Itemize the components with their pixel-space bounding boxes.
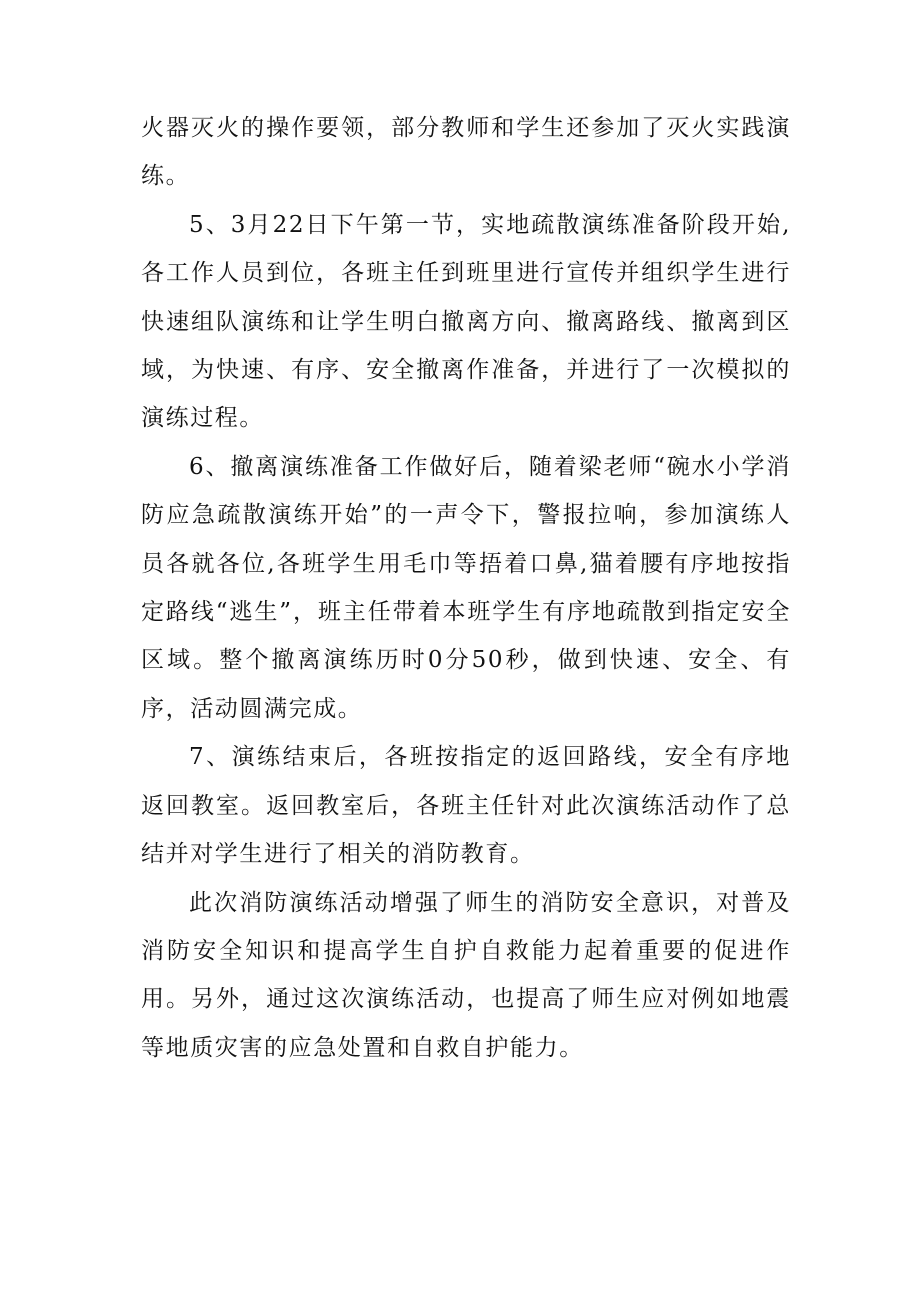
paragraph-item-6: 6、撤离演练准备工作做好后，随着梁老师“碗水小学消防应急疏散演练开始”的一声令下，警报拉响，参加演练人员各就各位,各班学生用毛巾等捂着口鼻,猫着腰有序地按指定路线“逃生”，班主任带着本班学生有序地疏散到指定安全区域。整个撤离演练历时0分50秒，做到快速、安全、有序，活动圆满完成。 [141, 453, 791, 722]
paragraph-item-7: 7、演练结束后，各班按指定的返回路线，安全有序地返回教室。返回教室后，各班主任针对此次演练活动作了总结并对学生进行了相关的消防教育。 [141, 744, 791, 868]
paragraph-item-5: 5、3月22日下午第一节，实地疏散演练准备阶段开始,各工作人员到位，各班主任到班里进行宣传并组织学生进行快速组队演练和让学生明白撤离方向、撤离路线、撤离到区域，为快速、有序、安全撤离作准备，并进行了一次模拟的演练过程。 [141, 211, 791, 432]
paragraph-summary: 此次消防演练活动增强了师生的消防安全意识，对普及消防安全知识和提高学生自护自救能力起着重要的促进作用。另外，通过这次演练活动，也提高了师生应对例如地震等地质灾害的应急处置和自救自护能力。 [141, 889, 791, 1061]
document-body [141, 104, 791, 1072]
paragraph-continuation: 火器灭火的操作要领，部分教师和学生还参加了灭火实践演练。 [141, 115, 791, 190]
